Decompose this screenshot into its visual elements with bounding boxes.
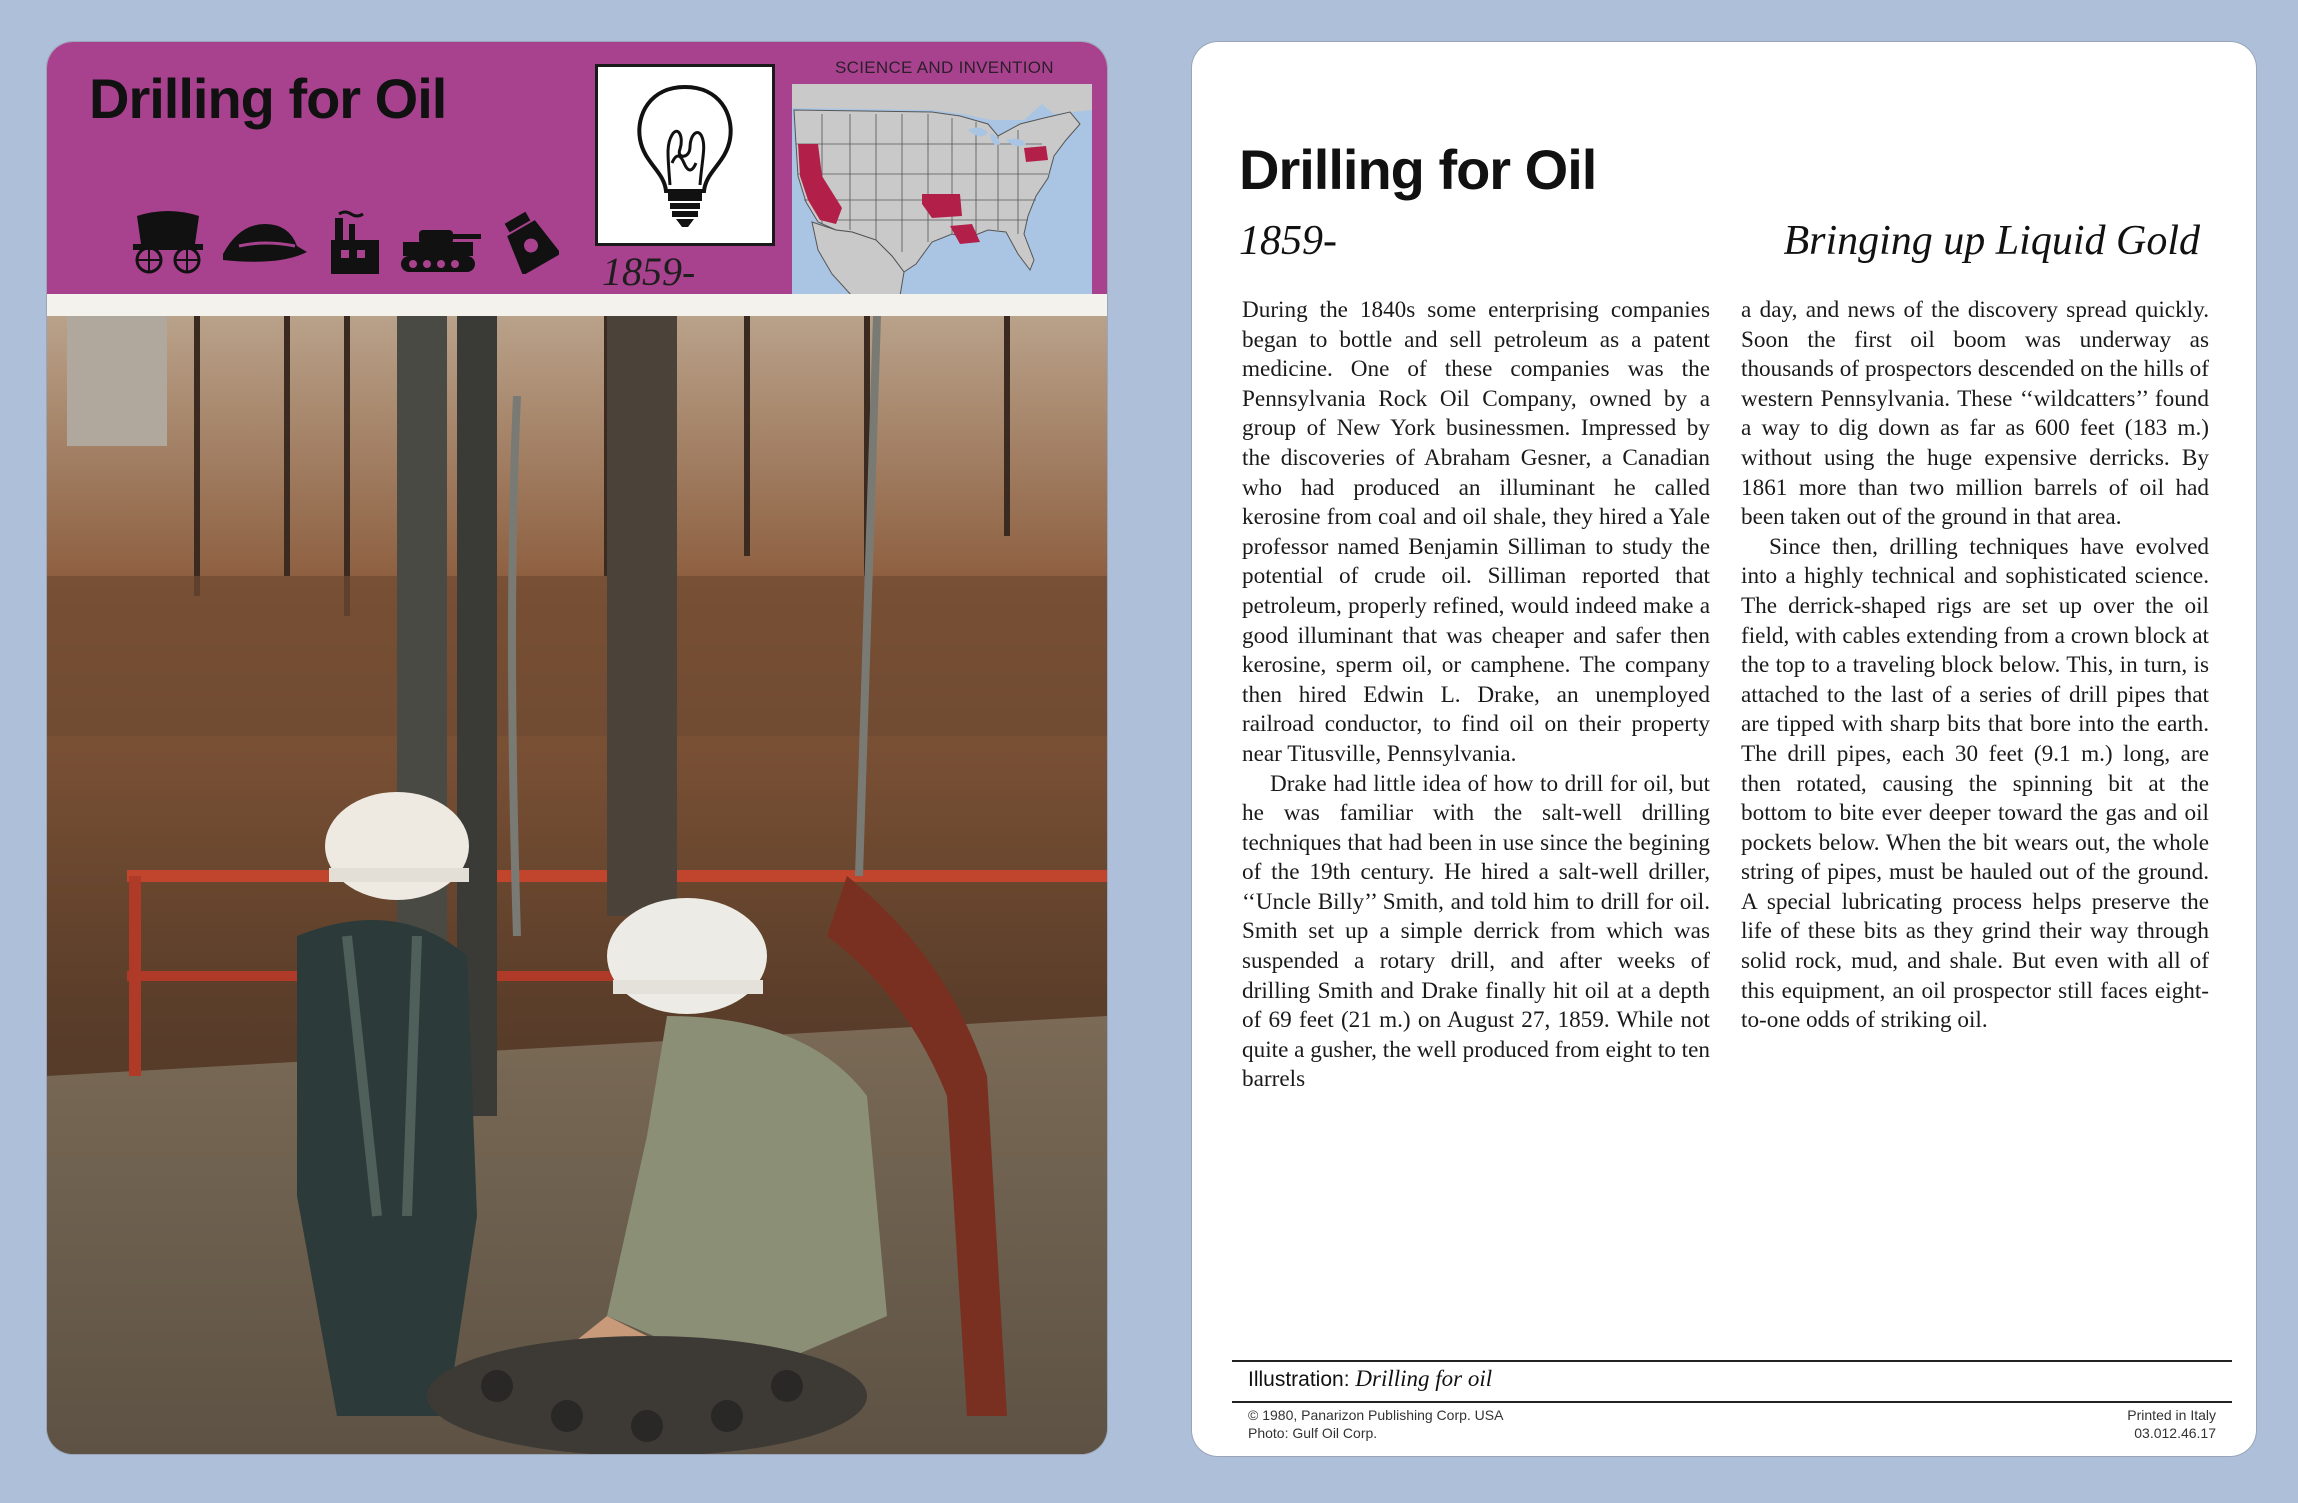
- oil-drilling-illustration: [47, 316, 1107, 1454]
- photo-credit: Photo: Gulf Oil Corp.: [1248, 1425, 1378, 1441]
- printed-in: Printed in Italy: [2127, 1407, 2216, 1423]
- usa-map: [792, 84, 1092, 296]
- lightbulb-badge: [595, 64, 775, 246]
- front-card: [47, 42, 1107, 1454]
- hat-icon: [219, 210, 309, 274]
- wagon-icon: [129, 210, 207, 274]
- lightbulb-icon: [598, 67, 772, 243]
- front-year: 1859-: [602, 249, 696, 294]
- paragraph: a day, and news of the discovery spread quickly. Soon the first oil boom was underway as thousands of prospectors descended on the hills of western Pennsylvania. These ‘‘wildcatters’’ found a way to dig down as far as 600 feet (183 m.) without using the huge expensive derricks. By 1861 more than two million barrels of oil had been taken out of the ground in that area.: [1741, 297, 2209, 531]
- front-title: Drilling for Oil: [89, 67, 447, 130]
- illustration-value: Drilling for oil: [1355, 1366, 1493, 1391]
- back-card: [1192, 42, 2256, 1456]
- illustration-credit: [1248, 1366, 1492, 1392]
- oil-drilling-photo: [47, 316, 1107, 1454]
- paragraph: During the 1840s some enterprising companies began to bottle and sell petroleum as a patent medicine. One of these companies was the Pennsylvania Rock Oil Company, owned by a group of New York businessmen. Impressed by the discoveries of Abraham Gesner, a Canadian who had produced an illuminant he called kerosine from coal and oil shale, they hired a Yale professor named Benjamin Silliman to study the potential of crude oil. Silliman reported that petroleum, properly refined, would indeed make a good illuminant that was cheaper and safer then kerosine, sperm oil, or camphene. The company then hired Edwin L. Drake, an unemployed railroad conductor, to find oil on their property near Titusville, Pennsylvania.: [1242, 297, 1710, 767]
- rocket-icon: [499, 210, 559, 274]
- copyright: © 1980, Panarizon Publishing Corp. USA: [1248, 1407, 1504, 1423]
- usa-map-graphic: [792, 84, 1092, 296]
- back-year: 1859-: [1239, 218, 1337, 264]
- divider-rule: [1232, 1401, 2232, 1403]
- paragraph: Since then, drilling techniques have evolved into a highly technical and sophisticated science. The derrick-shaped rigs are set up over the oil field, with cables extending from a crown block at the top to a traveling block below. This, in turn, is attached to the last of a series of drill pipes that are tipped with sharp bits that bore into the earth. The drill pipes, each 30 feet (9.1 m.) long, are then rotated, causing the spinning bit at the bottom to bite ever deeper toward the gas and oil pockets below. When the bit wears out, the whole string of pipes, must be hauled out of the ground. A special lubricating process helps preserve the life of these bits as they grind their way through solid rock, mud, and shale. But even with all of this equipment, an oil prospector still faces eight-to-one odds of striking oil.: [1741, 533, 2209, 1034]
- illustration-label: Illustration:: [1248, 1368, 1350, 1391]
- factory-icon: [327, 210, 383, 274]
- text-column-right: [1741, 296, 2209, 1036]
- text-column-left: [1242, 296, 1710, 1095]
- publisher-info: [1248, 1406, 1503, 1442]
- divider-rule: [1232, 1360, 2232, 1362]
- print-info: [2127, 1406, 2216, 1442]
- paragraph: Drake had little idea of how to drill for oil, but he was familiar with the salt-well drilling techniques that had been in use since the begining of the 19th century. He hired a salt-well driller, ‘‘Uncle Billy’’ Smith, and told him to drill for oil. Smith set up a simple derrick from which was suspended a rotary drill, and after weeks of drilling Smith and Drake finally hit oil at a depth of 69 feet (21 m.) on August 27, 1859. While not quite a gusher, the well produced from eight to ten barrels: [1242, 770, 1710, 1093]
- back-title: Drilling for Oil: [1239, 138, 1597, 201]
- card-code: 03.012.46.17: [2134, 1425, 2216, 1441]
- front-divider: [47, 294, 1107, 316]
- tank-icon: [399, 210, 483, 274]
- back-subtitle: Bringing up Liquid Gold: [1783, 218, 2200, 264]
- front-header: [47, 42, 1107, 294]
- category-label: SCIENCE AND INVENTION: [835, 58, 1054, 77]
